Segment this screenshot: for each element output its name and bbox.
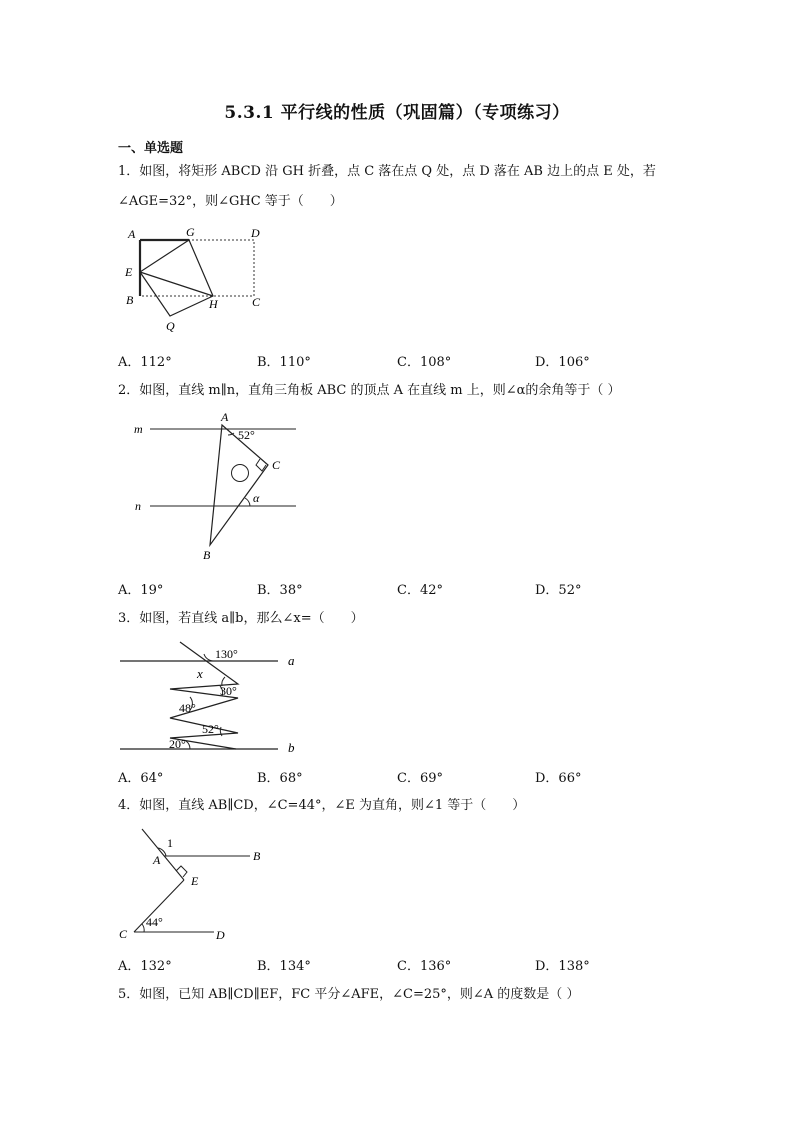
angle-label-44: 44° — [146, 915, 163, 929]
question-2-figure — [118, 405, 308, 565]
angle-arc-44 — [142, 924, 144, 932]
q2-option-d[interactable]: D．52° — [535, 583, 582, 598]
q4-option-d[interactable]: D．138° — [535, 959, 590, 974]
angle-arc-20 — [186, 741, 190, 749]
label-b: B — [126, 293, 134, 307]
label-d: D — [251, 226, 260, 240]
q2-option-a[interactable]: A．19° — [118, 583, 164, 598]
section-heading: 一、单选题 — [118, 141, 184, 156]
angle-label-130: 130° — [215, 647, 238, 661]
angle-label-48: 48° — [179, 701, 196, 715]
label-a: A — [128, 227, 136, 241]
angle-label-20: 20° — [169, 737, 186, 751]
q3-option-d[interactable]: D．66° — [535, 771, 582, 786]
label-q: Q — [166, 319, 175, 333]
label-alpha: α — [253, 491, 260, 505]
rectangle-abcd — [140, 240, 254, 296]
fold-line-eh — [140, 272, 213, 296]
angle-label-30: 30° — [220, 684, 237, 698]
question-4-text: 4．如图，直线 AB∥CD，∠C=44°，∠E 为直角，则∠1 等于（ ） — [118, 798, 526, 813]
label-m: m — [134, 422, 143, 436]
label-e: E — [191, 874, 199, 888]
label-c: C — [272, 458, 281, 472]
q3-option-a[interactable]: A．64° — [118, 771, 164, 786]
label-a: a — [288, 653, 295, 668]
q1-option-c[interactable]: C．108° — [397, 355, 452, 370]
label-c: C — [252, 295, 261, 309]
label-b: b — [288, 740, 295, 755]
label-d: D — [216, 928, 225, 942]
q4-option-a[interactable]: A．132° — [118, 959, 172, 974]
folded-quad-eghq — [140, 240, 213, 316]
q2-option-c[interactable]: C．42° — [397, 583, 443, 598]
q1-option-b[interactable]: B．110° — [257, 355, 311, 370]
question-1-text-line2: ∠AGE=32°，则∠GHC 等于（ ） — [118, 194, 343, 209]
question-5-text: 5．如图，已知 AB∥CD∥EF，FC 平分∠AFE，∠C=25°，则∠A 的度数是（ ） — [118, 987, 580, 1002]
angle-label-1: 1 — [167, 836, 173, 850]
question-4-figure — [118, 826, 278, 946]
q3-option-b[interactable]: B．68° — [257, 771, 303, 786]
label-a: A — [153, 853, 161, 867]
label-h: H — [209, 297, 218, 311]
label-b: B — [253, 849, 261, 863]
label-e: E — [125, 265, 133, 279]
triangle-hole — [232, 465, 249, 482]
page-title: 5.3.1 平行线的性质（巩固篇）（专项练习） — [224, 103, 570, 123]
label-c: C — [119, 927, 128, 941]
angle-arc-alpha — [245, 498, 250, 506]
angle-label-52: 52° — [238, 428, 255, 442]
angle-label-52: 52° — [202, 722, 219, 736]
question-3-figure — [118, 640, 318, 760]
q2-option-b[interactable]: B．38° — [257, 583, 303, 598]
label-b: B — [203, 548, 211, 562]
label-a: A — [221, 410, 229, 424]
triangle-abc — [210, 425, 268, 545]
q1-option-d[interactable]: D．106° — [535, 355, 590, 370]
question-1-figure — [118, 222, 278, 342]
label-n: n — [135, 499, 141, 513]
question-3-text: 3．如图，若直线 a∥b，那么∠x=（ ） — [118, 611, 364, 626]
question-1-text: 1．如图，将矩形 ABCD 沿 GH 折叠，点 C 落在点 Q 处，点 D 落在 AB 边上的点 E 处，若 — [118, 164, 656, 179]
label-g: G — [186, 225, 195, 239]
question-2-text: 2．如图，直线 m∥n，直角三角板 ABC 的顶点 A 在直线 m 上，则∠α的余角等于（ ） — [118, 383, 621, 398]
q4-option-b[interactable]: B．134° — [257, 959, 311, 974]
q3-option-c[interactable]: C．69° — [397, 771, 443, 786]
q4-option-c[interactable]: C．136° — [397, 959, 452, 974]
angle-label-x: x — [197, 666, 203, 681]
q1-option-a[interactable]: A．112° — [118, 355, 172, 370]
segment-through-a — [142, 829, 184, 880]
